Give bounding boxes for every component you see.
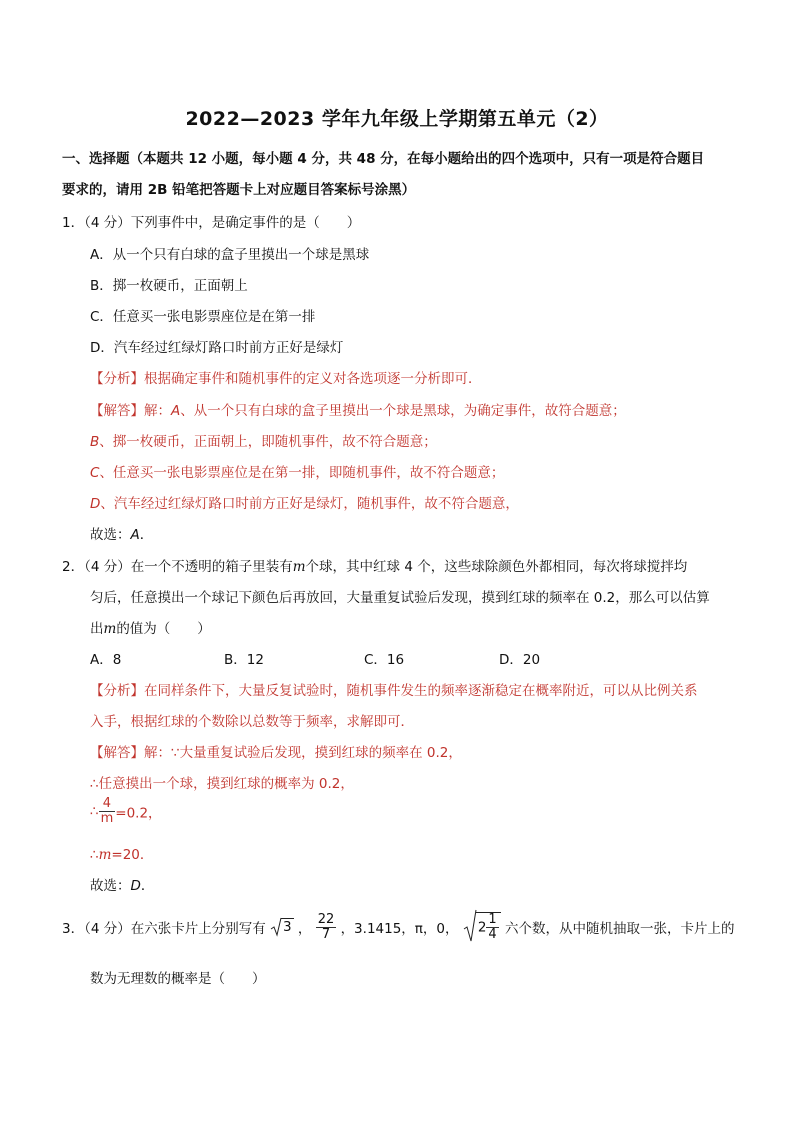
q3-stem-line2: 数为无理数的概率是（ ）	[90, 971, 266, 987]
page-title: 2022—2023 学年九年级上学期第五单元（2）	[185, 108, 609, 130]
sqrt-3-expression: 3	[270, 919, 294, 935]
fraction-4-over-m: $\frac{4}{m}$	[100, 796, 114, 826]
q1-stem: 1．（4 分）下列事件中，是确定事件的是（ ）	[62, 215, 361, 231]
q2-answer-line2: ∴任意摸出一个球，摸到红球的概率为 0.2，	[90, 776, 354, 792]
q1-answer-line-2: B、掷一枚硬币，正面朝上，即随机事件，故不符合题意；	[90, 434, 437, 450]
q1-answer-line-3: C、任意买一张电影票座位是在第一排，即随机事件，故不符合题意；	[90, 465, 505, 481]
q1-choice: 故选：A．	[90, 527, 154, 543]
q2-analysis-line1: 【分析】在同样条件下，大量反复试验时，随机事件发生的频率逐渐稳定在概率附近，可以从比例关系	[90, 683, 698, 699]
analysis-tag: 【分析】	[90, 371, 144, 387]
q2-option-c: C．16	[364, 652, 405, 668]
q1-option-a: A．从一个只有白球的盒子里摸出一个球是黑球	[90, 247, 370, 263]
q2-stem-line3: 出m的值为（ ）	[90, 621, 211, 637]
q1-option-b: B．掷一枚硬币，正面朝上	[90, 278, 248, 294]
q3-stem-line1: 3．（4 分）在六张卡片上分别写有 3 ， $\frac{22}{7}$ ，3.1415，π，0， 2 $\frac{1}{4}$ 六个数，从中随机抽取一张，卡片上的	[62, 912, 735, 942]
q2-answer-line3: ∴ $\frac{4}{m}$ =0.2，	[90, 796, 162, 826]
q1-answer-line-1: 【解答】解：A、从一个只有白球的盒子里摸出一个球是黑球，为确定事件，故符合题意；	[90, 403, 626, 419]
section-heading-line1: 一、选择题（本题共 12 小题，每小题 4 分，共 48 分，在每小题给出的四个选项中，只有一项是符合题目	[62, 151, 705, 167]
section-heading-line2: 要求的，请用 2B 铅笔把答题卡上对应题目答案标号涂黑）	[62, 182, 416, 198]
q2-option-a: A．8	[90, 652, 122, 668]
radical-sign-icon	[463, 909, 477, 943]
fraction-22-over-7: $\frac{22}{7}$	[317, 911, 335, 942]
q2-option-d: D．20	[499, 652, 541, 668]
q2-stem-line2: 匀后，任意摸出一个球记下颜色后再放回，大量重复试验后发现，摸到红球的频率在 0.2，那么可以估算	[90, 590, 710, 606]
radical-sign-icon	[270, 917, 282, 937]
q2-option-b: B．12	[224, 652, 264, 668]
analysis-text: 根据确定事件和随机事件的定义对各选项逐一分析即可．	[144, 371, 482, 387]
sqrt-mixed-number-expression: 2 $\frac{1}{4}$	[463, 912, 501, 942]
answer-tag: 【解答】	[90, 403, 144, 419]
q1-option-d: D．汽车经过红绿灯路口时前方正好是绿灯	[90, 340, 344, 356]
q1-analysis	[90, 367, 482, 387]
q2-analysis-line2: 入手，根据红球的个数除以总数等于频率，求解即可．	[90, 714, 414, 730]
q2-choice: 故选：D．	[90, 878, 155, 894]
q2-answer-line1: 【解答】解：∵大量重复试验后发现，摸到红球的频率在 0.2，	[90, 745, 462, 761]
q2-stem-line1: 2．（4 分）在一个不透明的箱子里装有m个球，其中红球 4 个，这些球除颜色外都相同，每次将球搅拌均	[62, 559, 688, 575]
q2-answer-line4: ∴m=20．	[90, 847, 154, 863]
q1-answer-line-4: D、汽车经过红绿灯路口时前方正好是绿灯，随机事件，故不符合题意，	[90, 496, 519, 512]
q1-option-c: C．任意买一张电影票座位是在第一排	[90, 309, 316, 325]
answer-tag: 【解答】	[90, 745, 144, 761]
analysis-tag: 【分析】	[90, 683, 144, 699]
